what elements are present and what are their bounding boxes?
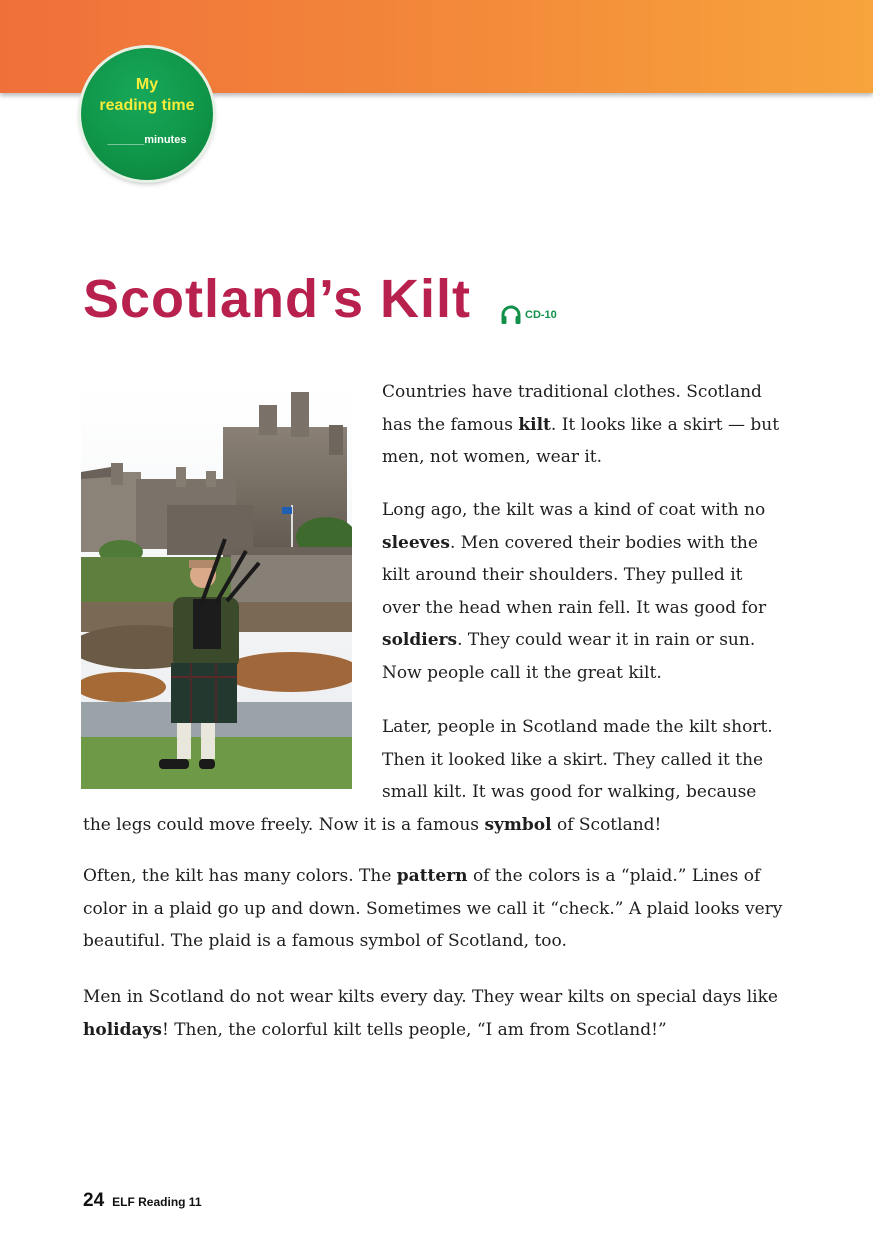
badge-line-reading-time: reading time (99, 97, 195, 114)
vocab-keyword: soldiers (382, 630, 458, 650)
vocab-keyword: holidays (83, 1019, 162, 1040)
vocab-keyword: sleeves (382, 532, 450, 553)
reading-time-badge (81, 48, 213, 180)
badge-line-my: My (135, 76, 159, 93)
vocab-keyword: symbol (484, 815, 552, 835)
audio-track[interactable] (500, 304, 557, 326)
paragraph-4 (83, 860, 788, 958)
headphones-icon (500, 305, 522, 325)
paragraph-3 (382, 711, 782, 809)
text-run: . Men covered their bodies with the kilt around their shoulders. They pulled it over the head when rain fell. It was good for (382, 532, 767, 618)
text-run: Later, people in Scotland made the kilt short. Then it looked like a skirt. They called it the small kilt. It was good for walking, because (382, 717, 773, 802)
text-run: Men in Scotland do not wear kilts every day. They wear kilts on special days like (83, 987, 778, 1007)
vocab-keyword: pattern (396, 866, 468, 886)
text-run: of Scotland! (551, 815, 662, 835)
badge-minutes (81, 134, 213, 146)
text-run: . It looks like a skirt — but men, not women, wear it. (382, 414, 780, 467)
page-title: Scotland’s Kilt (83, 269, 472, 329)
text-run: Often, the kilt has many colors. The (83, 866, 397, 886)
vocab-keyword: kilt (518, 414, 551, 435)
badge-unit: minutes (144, 134, 187, 146)
page-number: 24 (83, 1190, 105, 1211)
text-run: of the colors is a “plaid.” Lines of color in a plaid go up and down. Sometimes we call it “check.” A plaid looks very beautiful. The plaid is a famous symbol of Scotland, too. (83, 866, 783, 951)
page-footer (83, 1190, 202, 1212)
book-title: ELF Reading 11 (112, 1195, 202, 1209)
paragraph-2 (382, 494, 782, 689)
cd-track-label: CD-10 (525, 309, 557, 321)
text-run: Long ago, the kilt was a kind of coat with no (382, 500, 766, 520)
paragraph-3-continued (83, 809, 788, 842)
bagpiper-castle-photo (81, 387, 352, 789)
text-run: ! Then, the colorful kilt tells people, “I am from Scotland!” (161, 1019, 667, 1040)
text-run: the legs could move freely. Now it is a famous (83, 815, 485, 835)
text-run: Countries have traditional clothes. Scotland has the famous (382, 382, 762, 435)
paragraph-5 (83, 981, 788, 1046)
text-run: . They could wear it in rain or sun. Now people call it the great kilt. (382, 630, 756, 683)
paragraph-1 (382, 376, 782, 474)
badge-blank: ______ (107, 134, 145, 146)
